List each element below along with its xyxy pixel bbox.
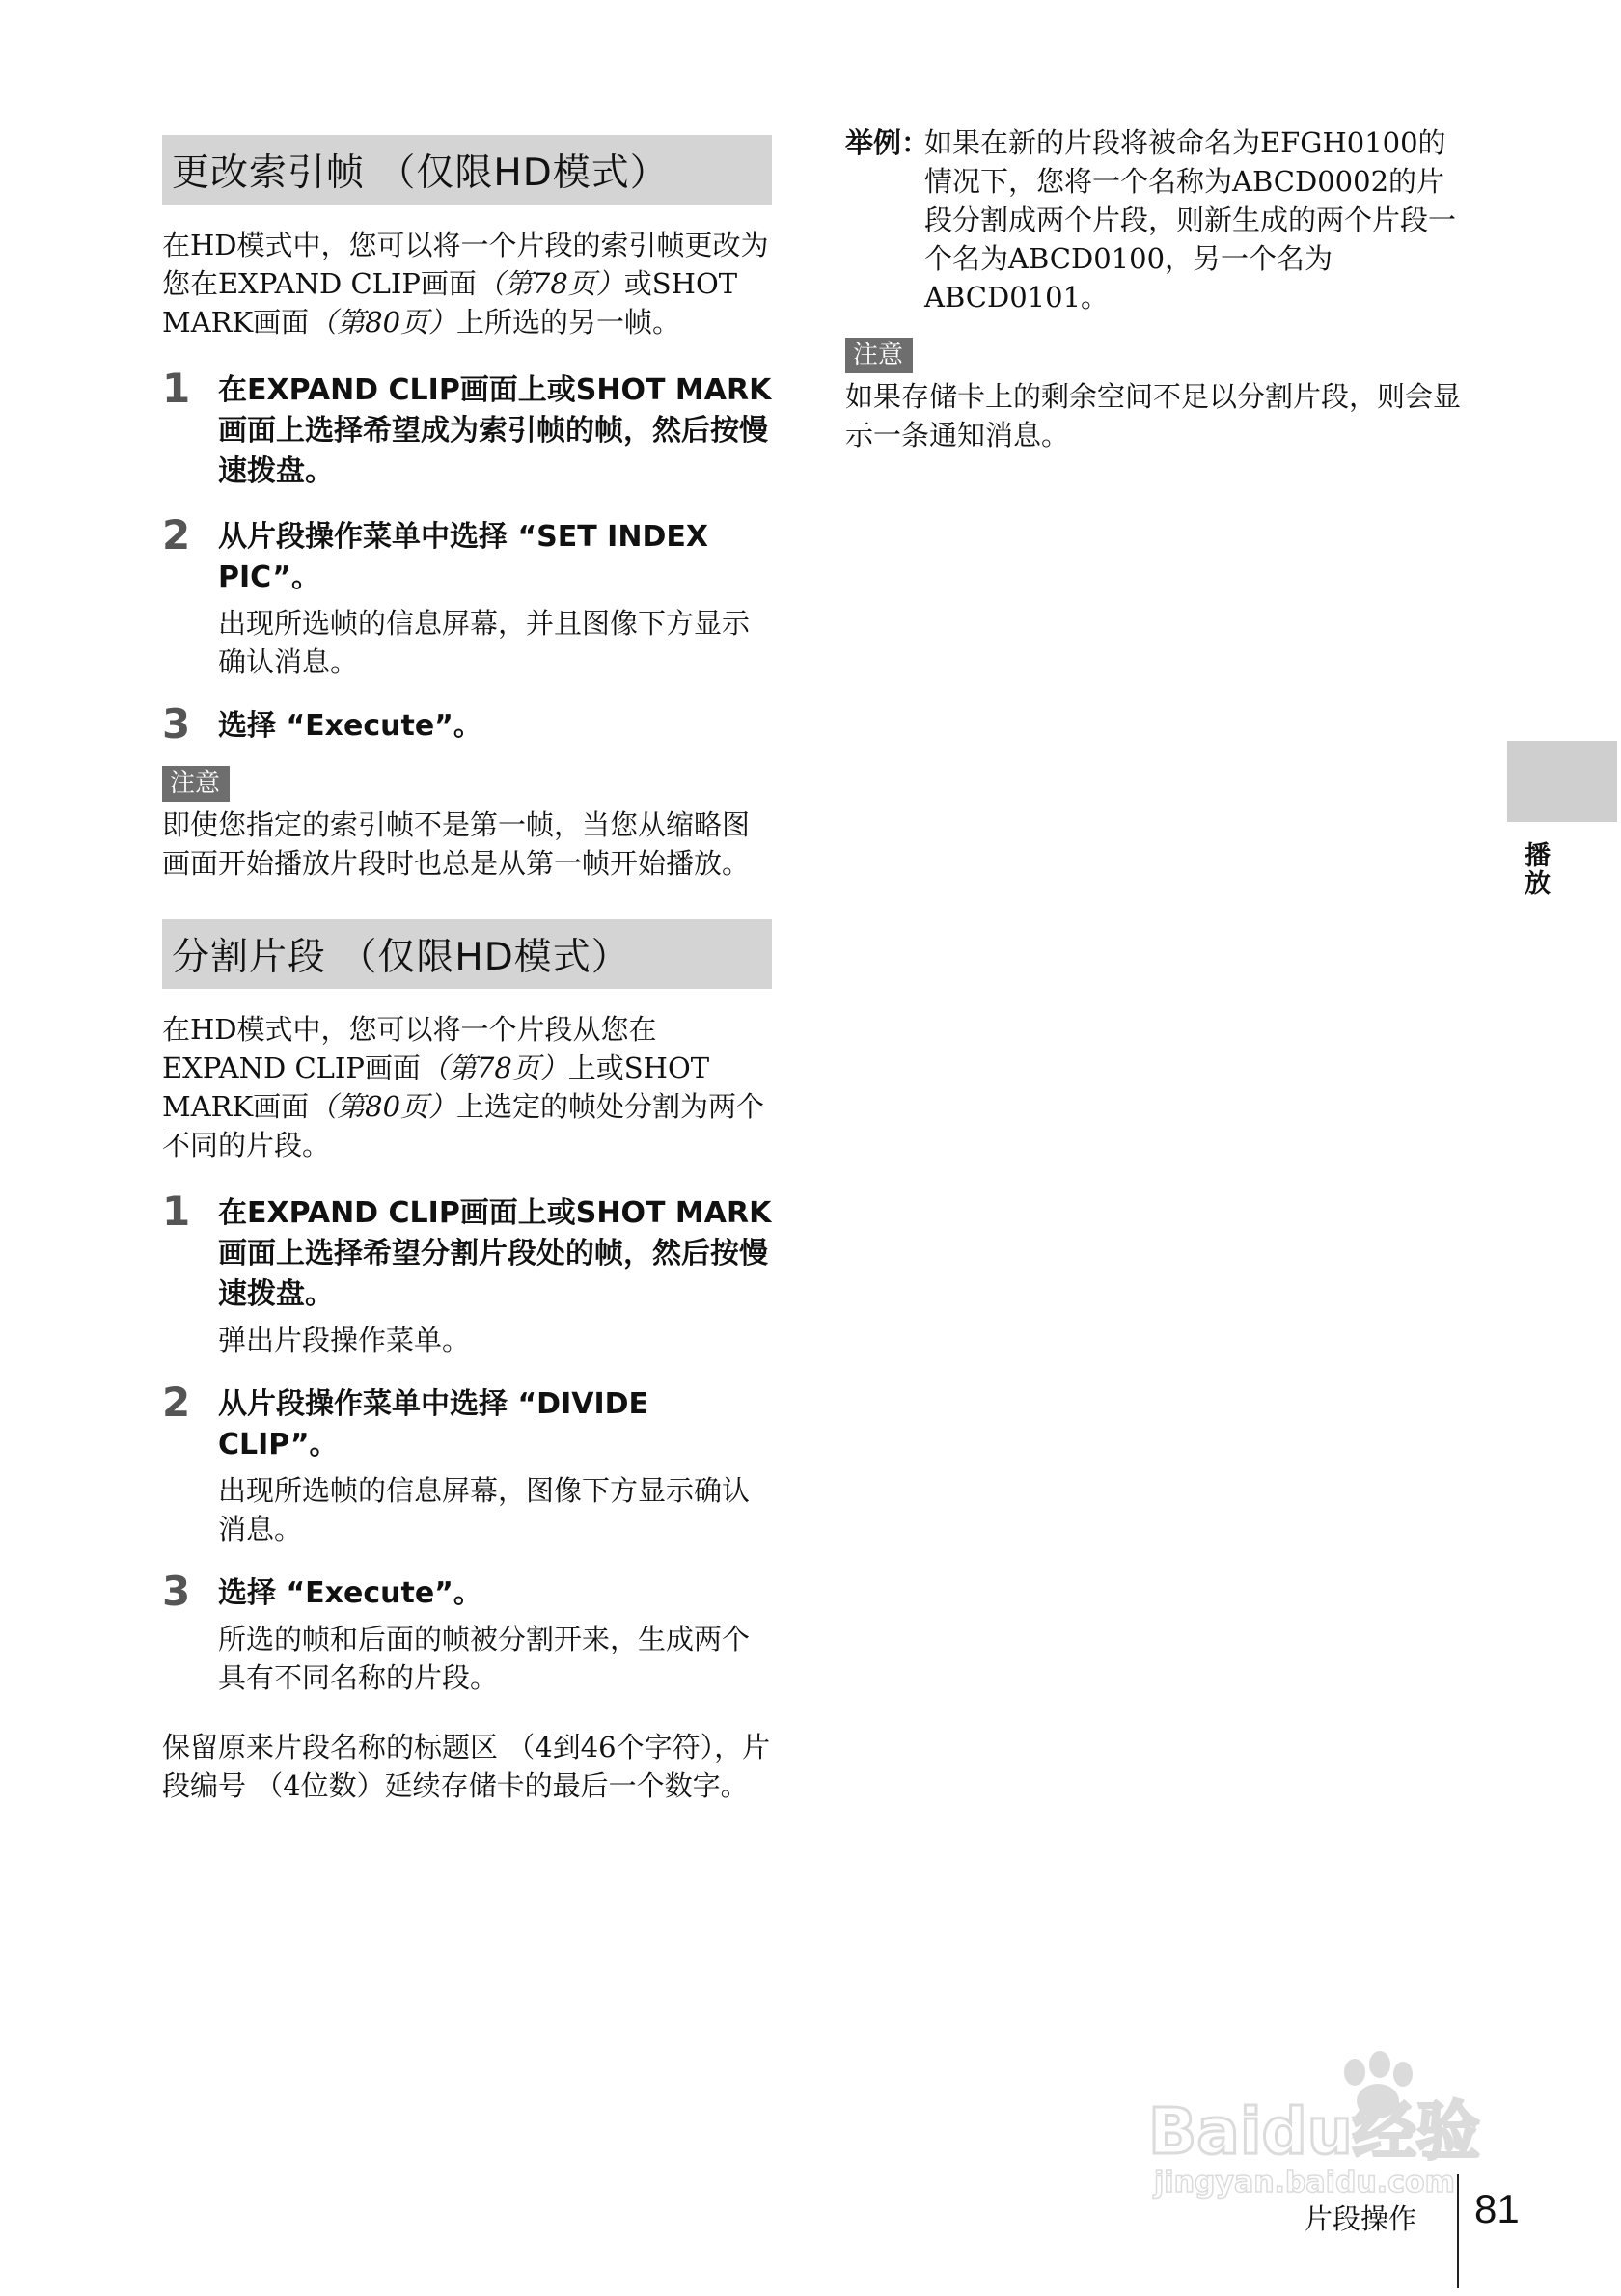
step-number: 3 bbox=[162, 700, 191, 748]
right-column bbox=[845, 123, 1463, 454]
page-reference-link[interactable]: （第80页） bbox=[309, 306, 457, 339]
intro-text: 在HD模式中，您可以将一个片段从您在EXPAND CLIP画面 bbox=[162, 1013, 657, 1084]
intro-text: 上选定的帧处分割为两个不同的片段。 bbox=[162, 1090, 765, 1162]
left-column bbox=[162, 135, 772, 1805]
step-1 bbox=[162, 1188, 772, 1359]
step-number: 2 bbox=[162, 1379, 191, 1426]
footer-section-name: 片段操作 bbox=[1305, 2202, 1417, 2235]
note-label: 注意 bbox=[162, 766, 230, 802]
intro-text: 在HD模式中，您可以将一个片段的索引帧更改为您在EXPAND CLIP画面 bbox=[162, 229, 769, 300]
step-title: 在EXPAND CLIP画面上或SHOT MARK画面上选择希望成为索引帧的帧，然后按慢速拨盘。 bbox=[218, 373, 772, 488]
chapter-tab bbox=[1507, 741, 1617, 822]
step-1 bbox=[162, 365, 772, 492]
page-reference-link[interactable]: （第78页） bbox=[420, 1052, 568, 1084]
note-block bbox=[845, 338, 1463, 454]
step-2 bbox=[162, 511, 772, 681]
step-number: 1 bbox=[162, 365, 191, 412]
step-title: 在EXPAND CLIP画面上或SHOT MARK画面上选择希望分割片段处的帧，然后按慢速拨盘。 bbox=[218, 1196, 772, 1311]
step-3 bbox=[162, 700, 772, 748]
step-3 bbox=[162, 1568, 772, 1697]
intro-text: 上所选的另一帧。 bbox=[456, 306, 681, 339]
step-title: 选择 “Execute”。 bbox=[218, 1576, 482, 1610]
note-label: 注意 bbox=[845, 338, 913, 373]
example-block bbox=[845, 123, 1463, 316]
step-description: 出现所选帧的信息屏幕，并且图像下方显示确认消息。 bbox=[218, 607, 751, 678]
baidu-jingyan-watermark bbox=[1148, 2045, 1515, 2200]
step-title: 选择 “Execute”。 bbox=[218, 709, 482, 743]
section2-intro bbox=[162, 1010, 772, 1164]
section-heading-divide-clip: 分割片段 （仅限HD模式） bbox=[162, 919, 772, 989]
step-description: 弹出片段操作菜单。 bbox=[218, 1324, 471, 1356]
chapter-tab-label: 播放 bbox=[1520, 841, 1550, 897]
step-2 bbox=[162, 1379, 772, 1548]
watermark-brand: Baidu经验 bbox=[1148, 2094, 1480, 2169]
page-number: 81 bbox=[1474, 2186, 1520, 2231]
step-number: 1 bbox=[162, 1188, 191, 1235]
example-label: 举例： bbox=[845, 126, 930, 159]
example-text: 如果在新的片段将被命名为EFGH0100的情况下，您将一个名称为ABCD0002的片段分割成两个片段，则新生成的两个片段一个名为ABCD0100，另一个名为ABCD0101。 bbox=[924, 126, 1457, 314]
footer-divider bbox=[1457, 2174, 1459, 2288]
step-description: 出现所选帧的信息屏幕，图像下方显示确认消息。 bbox=[218, 1474, 751, 1545]
intro-text: 上或SHOT MARK画面 bbox=[162, 1052, 710, 1123]
watermark-url: jingyan.baidu.com bbox=[1154, 2166, 1455, 2200]
note-text: 即使您指定的索引帧不是第一帧，当您从缩略图画面开始播放片段时也总是从第一帧开始播放。 bbox=[162, 808, 751, 880]
step-description: 所选的帧和后面的帧被分割开来，生成两个具有不同名称的片段。 bbox=[218, 1623, 751, 1694]
page-reference-link[interactable]: （第78页） bbox=[476, 267, 624, 300]
note-text: 如果存储卡上的剩余空间不足以分割片段，则会显示一条通知消息。 bbox=[845, 380, 1462, 451]
note-block bbox=[162, 766, 772, 883]
step-number: 2 bbox=[162, 511, 191, 559]
step-title: 从片段操作菜单中选择 “SET INDEX PIC”。 bbox=[218, 520, 708, 594]
section1-intro bbox=[162, 226, 772, 342]
section-heading-change-index: 更改索引帧 （仅限HD模式） bbox=[162, 135, 772, 205]
page-reference-link[interactable]: （第80页） bbox=[309, 1090, 457, 1123]
step-title: 从片段操作菜单中选择 “DIVIDE CLIP”。 bbox=[218, 1387, 649, 1462]
section2-outro: 保留原来片段名称的标题区 （4到46个字符），片段编号 （4位数）延续存储卡的最后一个数字。 bbox=[162, 1731, 771, 1802]
intro-text: 或SHOT MARK画面 bbox=[162, 267, 738, 339]
step-number: 3 bbox=[162, 1568, 191, 1615]
